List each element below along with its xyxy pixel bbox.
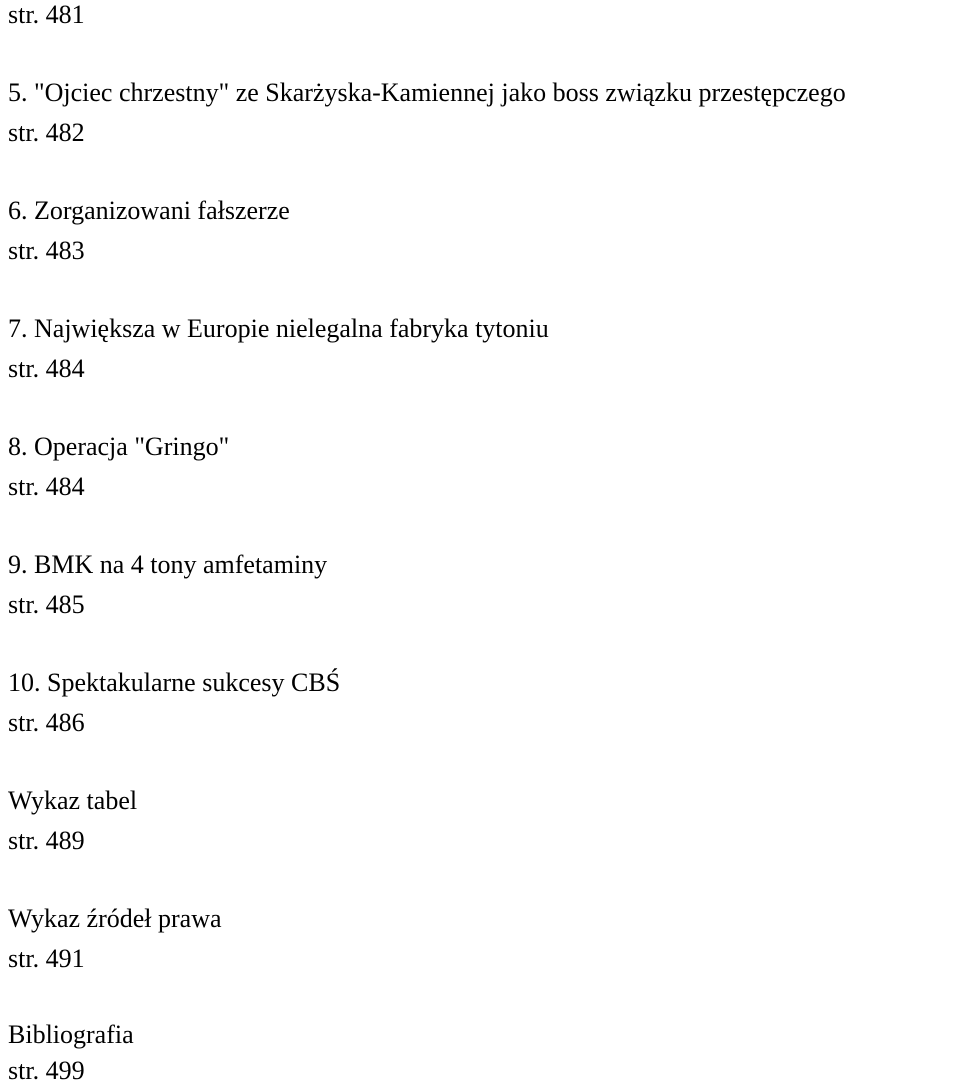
toc-entry-title: Wykaz źródeł prawa — [8, 904, 222, 933]
toc-page-ref: str. 484 — [8, 354, 85, 383]
toc-entry-title: 10. Spektakularne sukcesy CBŚ — [8, 668, 341, 697]
toc-entry-title: 6. Zorganizowani fałszerze — [8, 196, 290, 225]
toc-page-ref: str. 482 — [8, 118, 85, 147]
toc-page-ref: str. 483 — [8, 236, 85, 265]
toc-page-ref: str. 485 — [8, 590, 85, 619]
toc-entry-title: 5. "Ojciec chrzestny" ze Skarżyska-Kamiennej jako boss związku przestępczego — [8, 78, 846, 107]
toc-page-ref: str. 491 — [8, 944, 85, 973]
toc-entry-title: 8. Operacja "Gringo" — [8, 432, 230, 461]
toc-page-ref: str. 481 — [8, 0, 85, 29]
toc-page-ref: str. 499 — [8, 1056, 85, 1085]
toc-page-ref: str. 489 — [8, 826, 85, 855]
toc-entry-title: 7. Największa w Europie nielegalna fabryka tytoniu — [8, 314, 549, 343]
toc-entry-title: 9. BMK na 4 tony amfetaminy — [8, 550, 328, 579]
toc-entry-title: Wykaz tabel — [8, 786, 138, 815]
toc-page-ref: str. 486 — [8, 708, 85, 737]
toc-page-ref: str. 484 — [8, 472, 85, 501]
toc-entry-title: Bibliografia — [8, 1020, 134, 1049]
